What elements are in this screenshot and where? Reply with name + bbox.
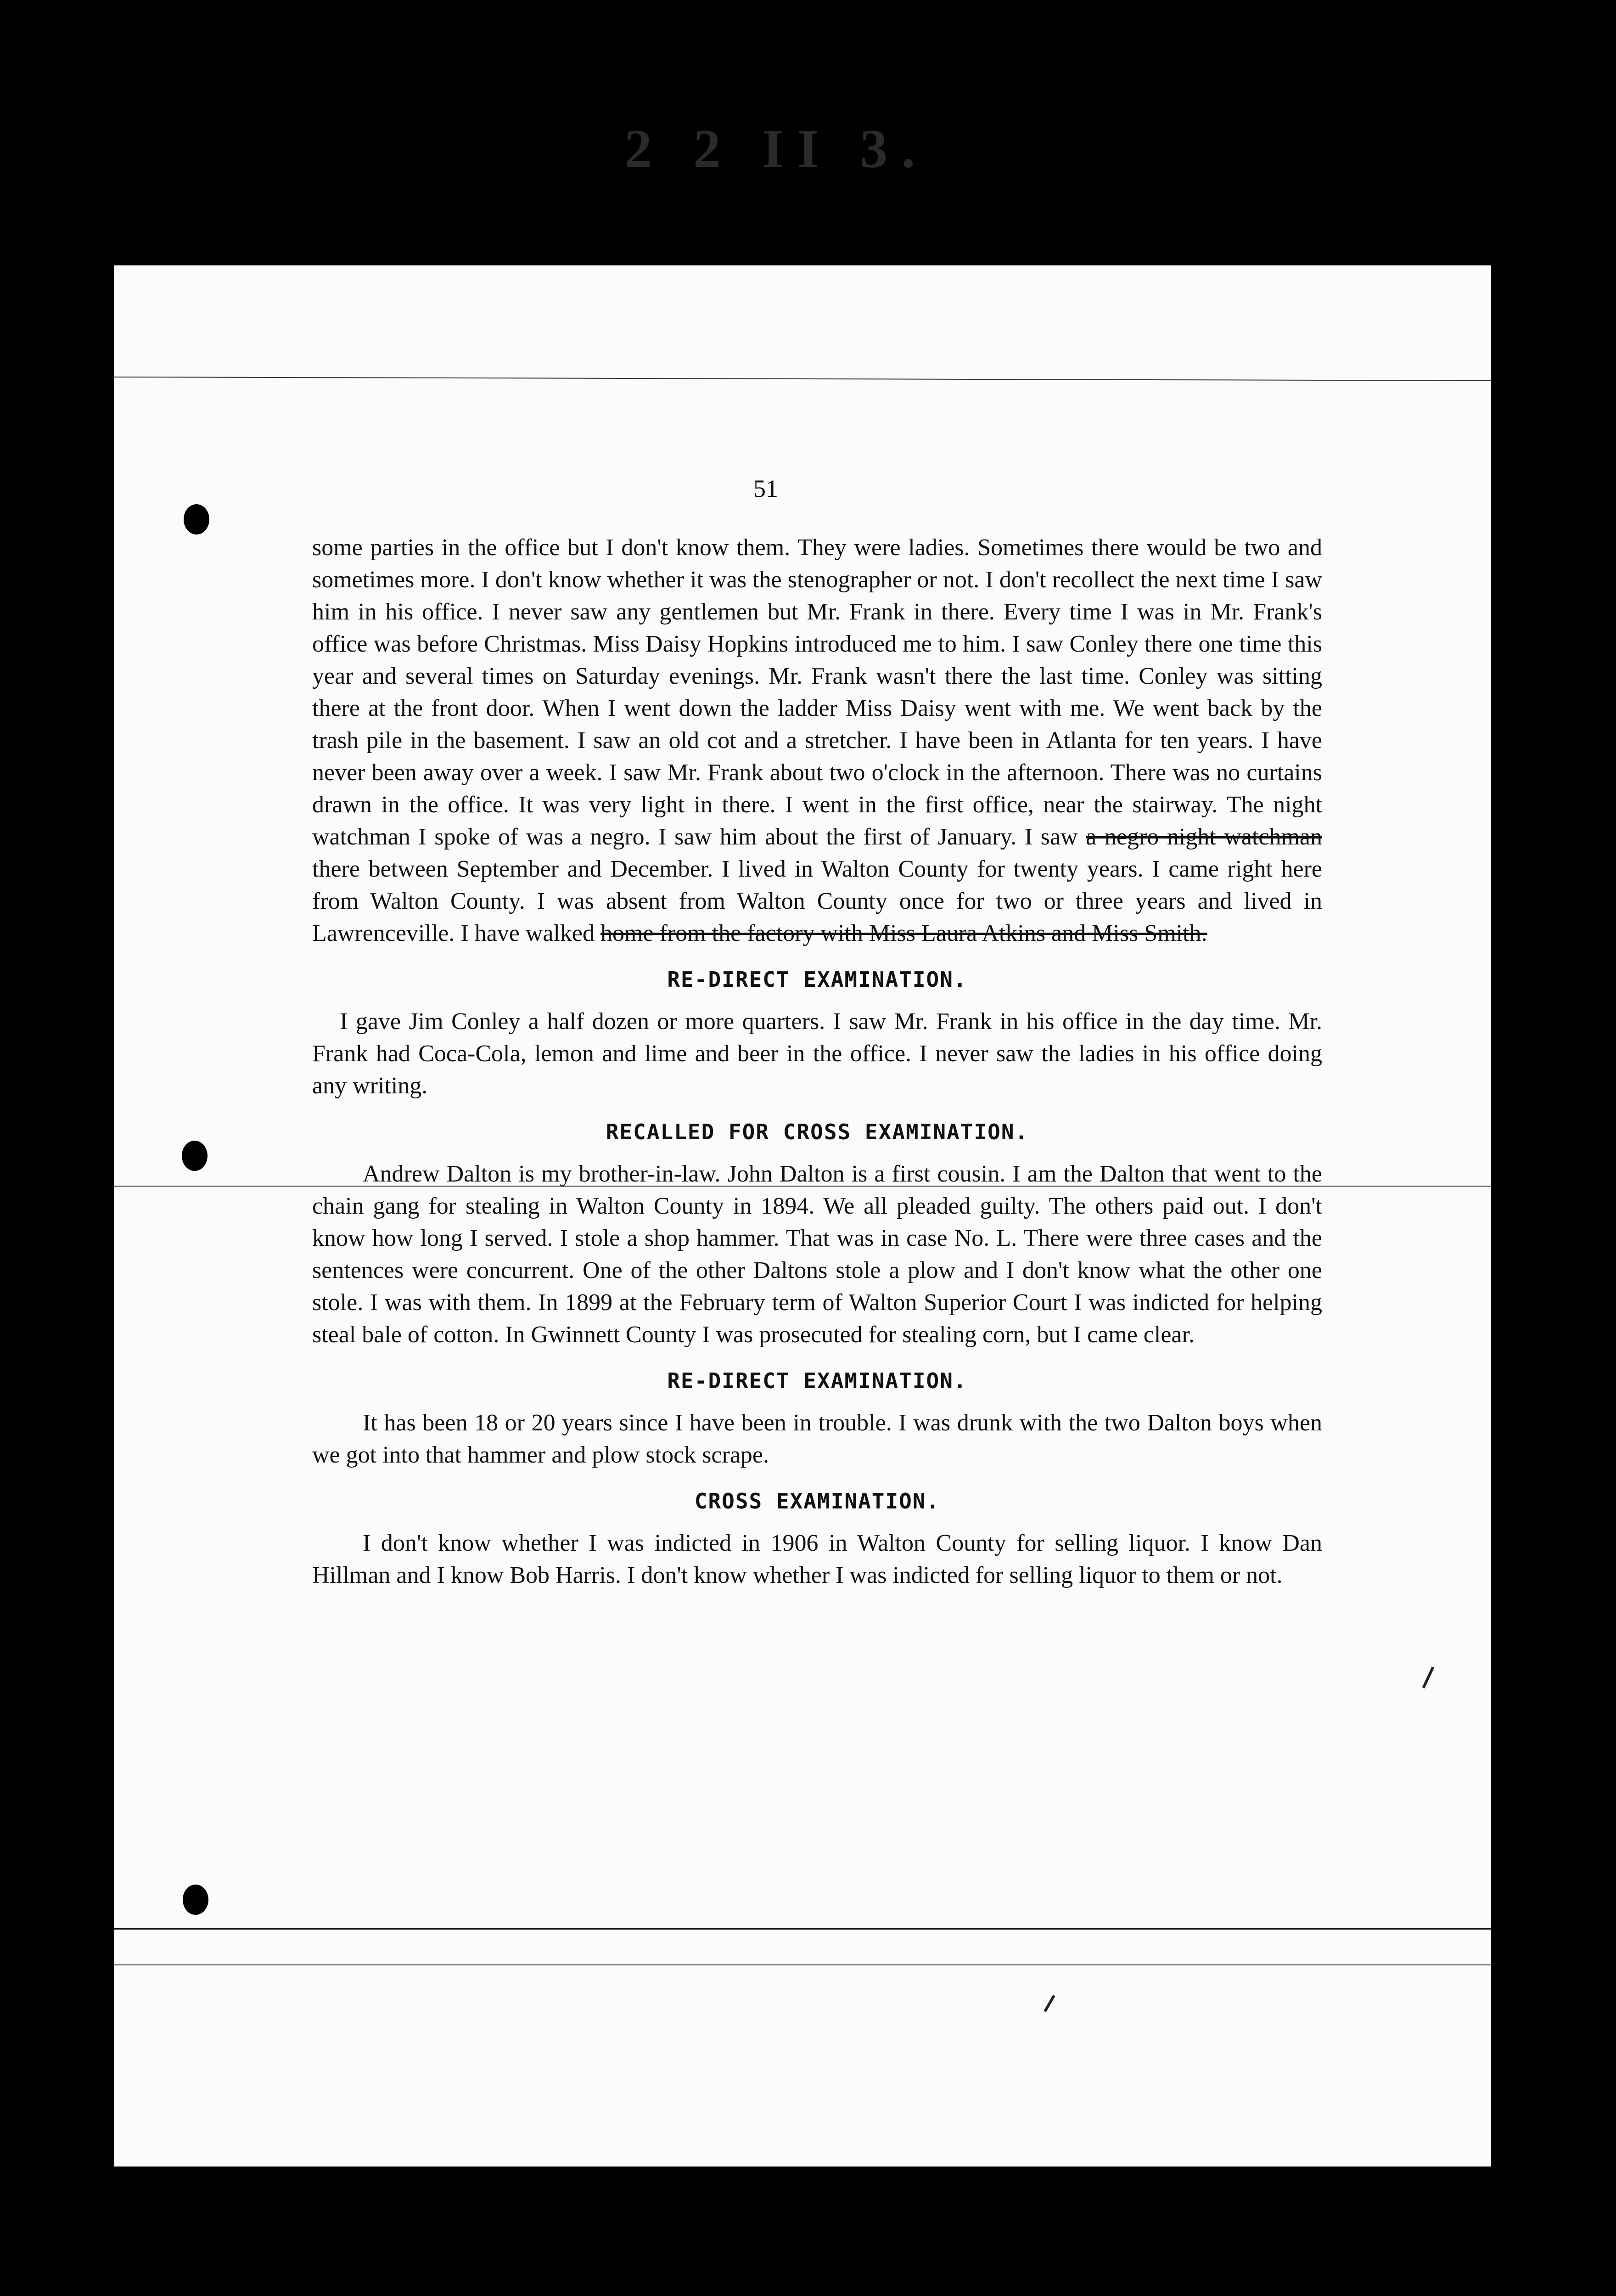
binder-hole [184, 504, 209, 535]
section-heading: RE-DIRECT EXAMINATION. [667, 1368, 967, 1393]
rule-line [114, 377, 1491, 381]
paragraph-testimony-continued [312, 532, 1322, 950]
paragraph-recalled-cross: Andrew Dalton is my brother-in-law. John Dalton is a first cousin. I am the Dalton that went to the chain gang for stealing in Walton County in 1894. We all pleaded guilty. The others paid out. I don't know how long I served. I stole a shop hammer. That was in case No. L. There were three cases and the sentences were concurrent. One of the other Daltons stole a plow and I don't know what the other one stole. I was with them. In 1899 at the February term of Walton Superior Court I was indicted for helping steal bale of cotton. In Gwinnett County I was prosecuted for stealing corn, but I came clear. [312, 1161, 1322, 1348]
binder-hole [182, 1141, 208, 1171]
struck-text: a negro night watchman [1086, 824, 1323, 850]
rule-line [114, 1928, 1491, 1930]
paragraph-cross: I don't know whether I was indicted in 1906 in Walton County for selling liquor. I know Dan Hillman and I know Bob Harris. I don't know whether I was indicted for selling liquor to them or not. [312, 1530, 1322, 1588]
section-heading: RE-DIRECT EXAMINATION. [667, 967, 967, 992]
page-number: 51 [753, 475, 778, 502]
section-heading: CROSS EXAMINATION. [694, 1489, 940, 1514]
paragraph-text: there between September and December. I lived in Walton County for twenty years. I came right here from Walton County. I was absent from Walton County once for two or three years and lived in Lawrenceville. I have walked [312, 856, 1322, 946]
stray-mark [1422, 1666, 1435, 1688]
testimony-text [312, 532, 1322, 1592]
rule-line [114, 1964, 1491, 1965]
struck-text: home from the factory with Miss Laura Atkins and Miss Smith. [600, 920, 1207, 946]
document-page [114, 265, 1491, 2167]
paragraph-redirect-2: It has been 18 or 20 years since I have been in trouble. I was drunk with the two Dalton boys when we got into that hammer and plow stock scrape. [312, 1410, 1322, 1468]
binder-hole [183, 1885, 208, 1915]
paragraph-text: some parties in the office but I don't know them. They were ladies. Sometimes there would be two and sometimes more. I don't know whether it was the stenographer or not. I don't recollect the next time I saw him in his office. I never saw any gentlemen but Mr. Frank in there. Every time I was in Mr. Frank's office was before Christmas. Miss Daisy Hopkins introduced me to him. I saw Conley there one time this year and several times on Saturday evenings. Mr. Frank wasn't there the last time. Conley was sitting there at the front door. When I went down the ladder Miss Daisy went with me. We went back by the trash pile in the basement. I saw an old cot and a stretcher. I have been in Atlanta for ten years. I have never been away over a week. I saw Mr. Frank about two o'clock in the afternoon. There was no curtains drawn in the office. It was very light in there. I went in the first office, near the stairway. The night watchman I spoke of was a negro. I saw him about the first of January. I saw [312, 535, 1322, 850]
stray-mark [1044, 1995, 1055, 2012]
section-heading: RECALLED FOR CROSS EXAMINATION. [606, 1120, 1029, 1144]
top-margin-ghost-text: 2 2 II 3. [624, 118, 929, 179]
paragraph-redirect-1: I gave Jim Conley a half dozen or more quarters. I saw Mr. Frank in his office in the day time. Mr. Frank had Coca-Cola, lemon and lime and beer in the office. I never saw the ladies in his office doing any writing. [312, 1008, 1322, 1099]
